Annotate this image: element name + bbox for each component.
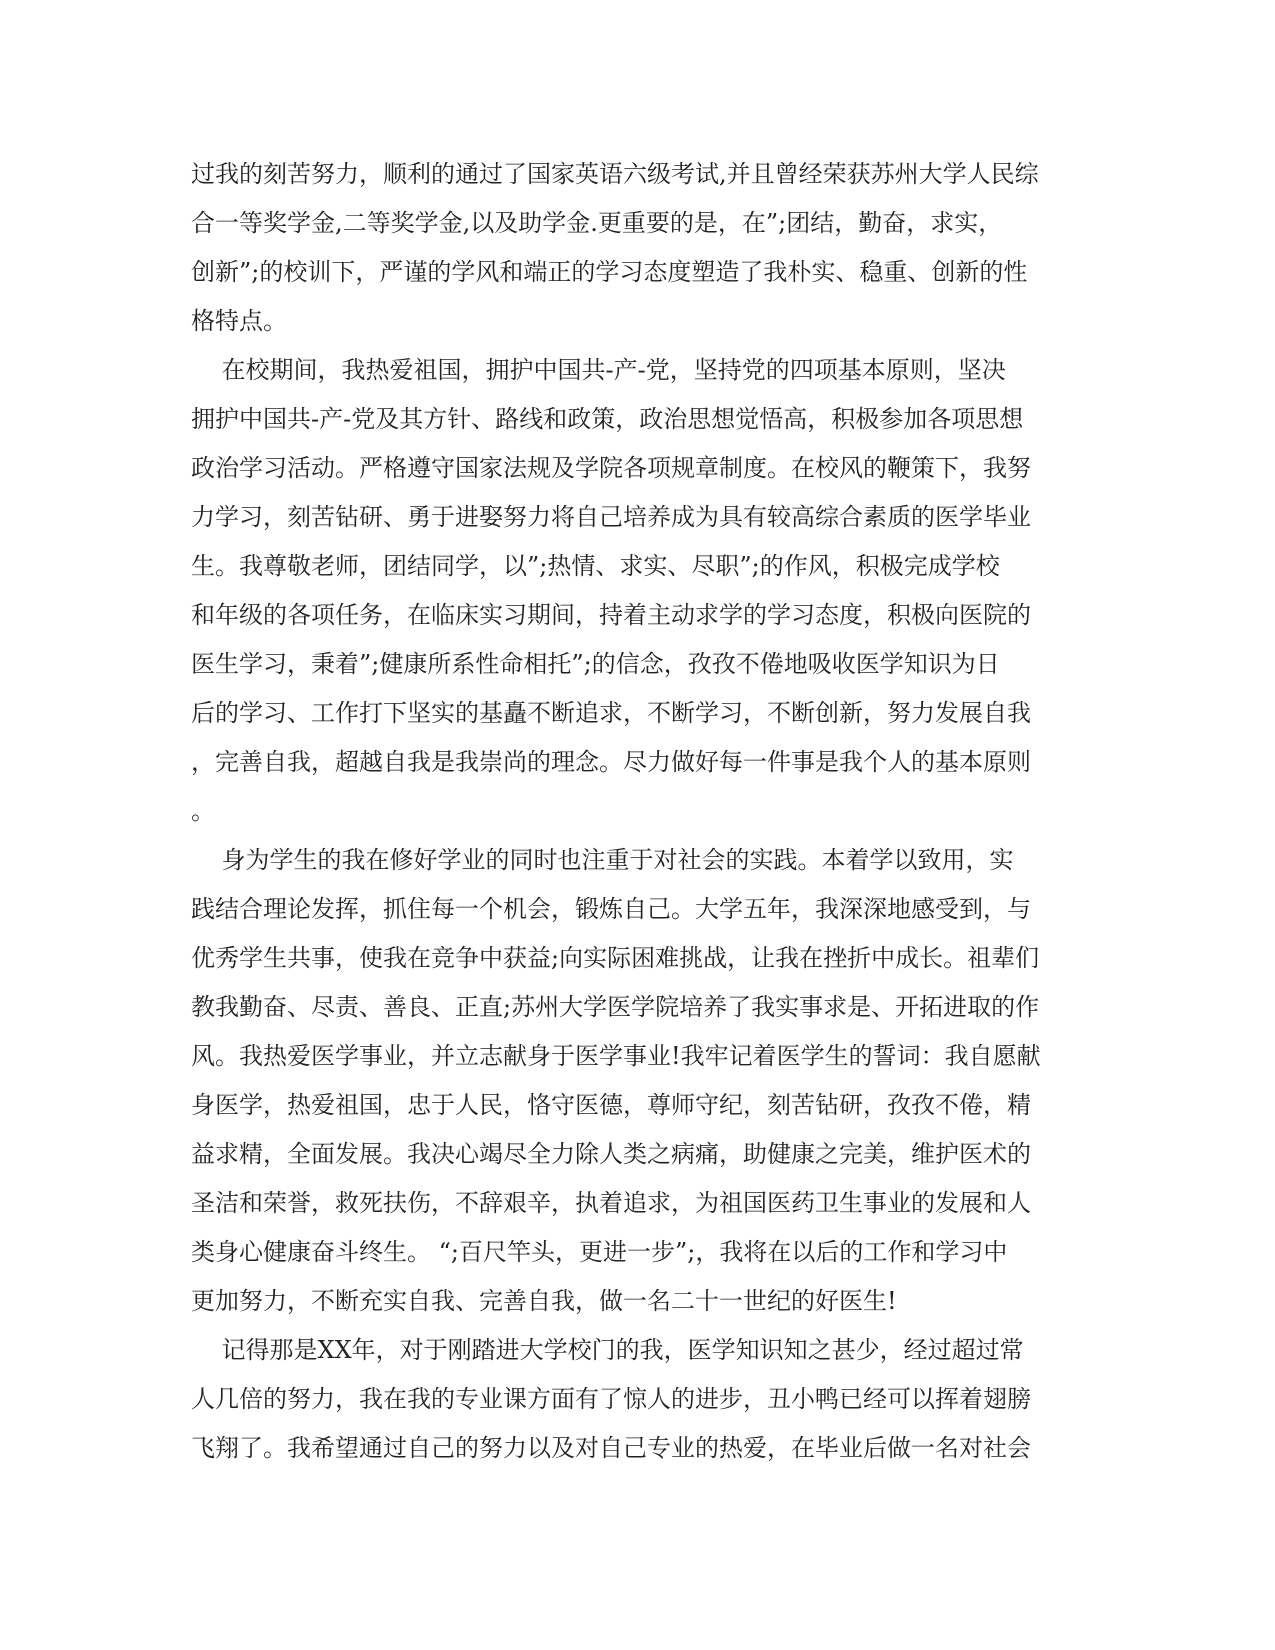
document-body xyxy=(191,150,1091,1473)
text-line: 在校期间，我热爱祖国，拥护中国共-产-党，坚持党的四项基本原则，坚决 xyxy=(191,356,1006,384)
text-line: 生。我尊敬老师，团结同学，以”;热情、求实、尽职”;的作风，积极完成学校 xyxy=(191,552,1000,580)
text-line: 合一等奖学金,二等奖学金,以及助学金.更重要的是，在”;团结，勤奋，求实， xyxy=(191,209,1003,237)
text-line: 人几倍的努力，我在我的专业课方面有了惊人的进步，丑小鸭已经可以挥着翅膀 xyxy=(191,1385,1031,1413)
text-line: 后的学习、工作打下坚实的基矗不断追求，不断学习，不断创新，努力发展自我 xyxy=(191,699,1031,727)
text-line: 更加努力，不断充实自我、完善自我，做一名二十一世纪的好医生! xyxy=(191,1287,897,1315)
text-line: ，完善自我，超越自我是我崇尚的理念。尽力做好每一件事是我个人的基本原则 xyxy=(191,748,1031,776)
text-line: 过我的刻苦努力，顺利的通过了国家英语六级考试,并且曾经荣获苏州大学人民综 xyxy=(191,160,1039,188)
text-line: 优秀学生共事，使我在竞争中获益;向实际困难挑战，让我在挫折中成长。祖辈们 xyxy=(191,944,1040,972)
text-line: 践结合理论发挥，抓住每一个机会，锻炼自己。大学五年，我深深地感受到，与 xyxy=(191,895,1031,923)
text-line: 拥护中国共-产-党及其方针、路线和政策，政治思想觉悟高，积极参加各项思想 xyxy=(191,405,1024,433)
text-line: 圣洁和荣誉，救死扶伤，不辞艰辛，执着追求，为祖国医药卫生事业的发展和人 xyxy=(191,1189,1031,1217)
text-line: 身医学，热爱祖国，忠于人民，恪守医德，尊师守纪，刻苦钻研，孜孜不倦，精 xyxy=(191,1091,1031,1119)
text-line: 教我勤奋、尽责、善良、正直;苏州大学医学院培养了我实事求是、开拓进取的作 xyxy=(191,993,1040,1021)
text-line: 益求精，全面发展。我决心竭尽全力除人类之病痛，助健康之完美，维护医术的 xyxy=(191,1140,1031,1168)
paragraph-social-practice xyxy=(191,836,1091,1326)
paragraph-honors xyxy=(191,150,1091,346)
paragraph-memory xyxy=(191,1326,1091,1473)
text-line: 政治学习活动。严格遵守国家法规及学院各项规章制度。在校风的鞭策下，我努 xyxy=(191,454,1031,482)
text-line: 记得那是XX年，对于刚踏进大学校门的我，医学知识知之甚少，经过超过常 xyxy=(191,1336,1024,1364)
text-line: 飞翔了。我希望通过自己的努力以及对自己专业的热爱，在毕业后做一名对社会 xyxy=(191,1434,1031,1462)
text-line: 。 xyxy=(191,797,215,825)
text-line: 和年级的各项任务，在临床实习期间，持着主动求学的学习态度，积极向医院的 xyxy=(191,601,1031,629)
text-line: 格特点。 xyxy=(191,307,287,335)
text-line: 类身心健康奋斗终生。 “;百尺竿头，更进一步”;，我将在以后的工作和学习中 xyxy=(191,1238,1008,1266)
text-line: 创新”;的校训下，严谨的学风和端正的学习态度塑造了我朴实、稳重、创新的性 xyxy=(191,258,1028,286)
text-line: 身为学生的我在修好学业的同时也注重于对社会的实践。本着学以致用，实 xyxy=(191,846,1014,874)
text-line: 风。我热爱医学事业，并立志献身于医学事业!我牢记着医学生的誓词：我自愿献 xyxy=(191,1042,1041,1070)
text-line: 医生学习，秉着”;健康所系性命相托”;的信念，孜孜不倦地吸收医学知识为日 xyxy=(191,650,1000,678)
paragraph-school-period xyxy=(191,346,1091,836)
text-line: 力学习，刻苦钻研、勇于进娶努力将自己培养成为具有较高综合素质的医学毕业 xyxy=(191,503,1031,531)
